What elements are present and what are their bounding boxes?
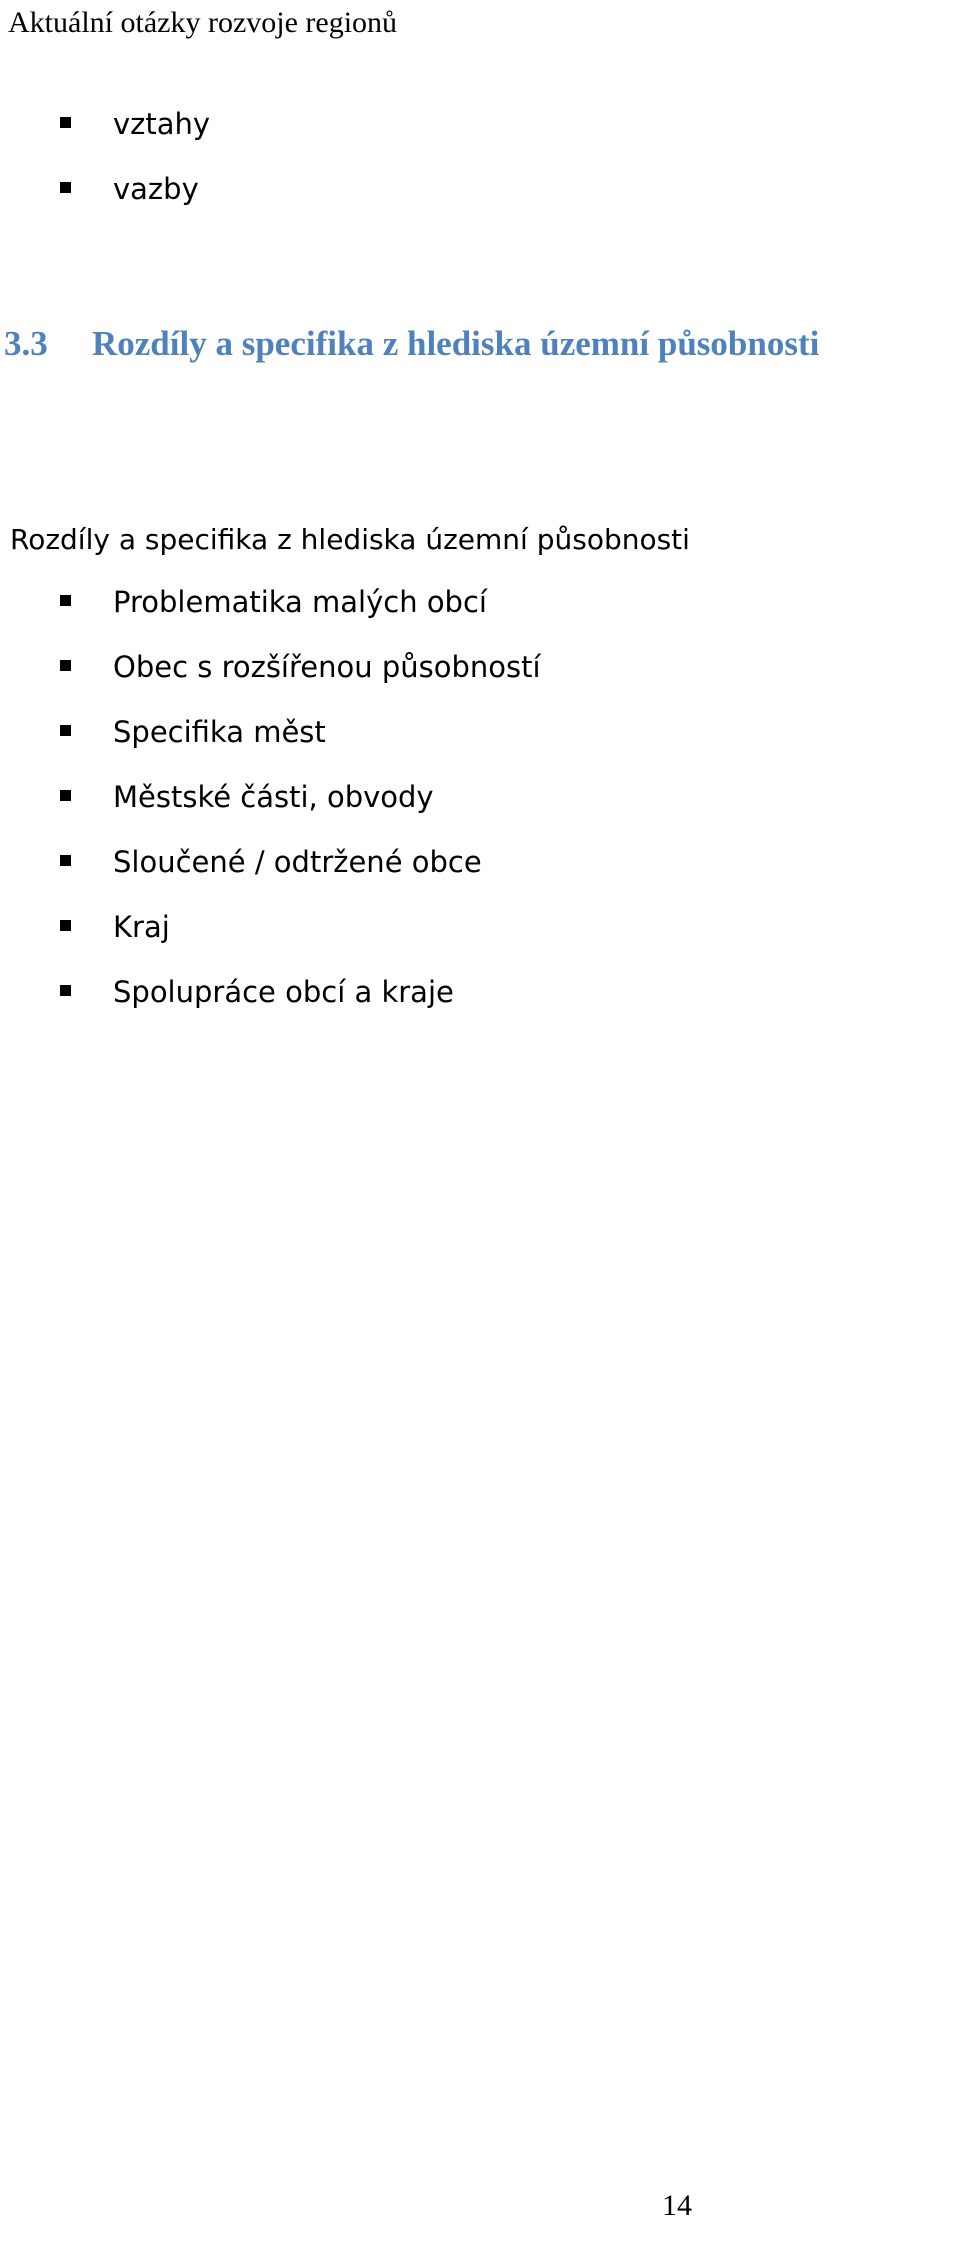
list-item-text: Sloučené / odtržené obce <box>113 845 482 879</box>
square-bullet-icon <box>60 855 71 866</box>
section-number: 3.3 <box>4 324 48 363</box>
square-bullet-icon <box>60 595 71 606</box>
square-bullet-icon <box>60 182 71 193</box>
square-bullet-icon <box>60 725 71 736</box>
list-item-text: vztahy <box>113 107 211 141</box>
list-item-text: vazby <box>113 172 199 206</box>
running-header: Aktuální otázky rozvoje regionů <box>8 6 398 39</box>
list-item-text: Spolupráce obcí a kraje <box>113 975 454 1009</box>
subheading: Rozdíly a specifika z hlediska územní působnosti <box>10 523 690 556</box>
square-bullet-icon <box>60 920 71 931</box>
square-bullet-icon <box>60 985 71 996</box>
square-bullet-icon <box>60 117 71 128</box>
square-bullet-icon <box>60 790 71 801</box>
list-item-text: Problematika malých obcí <box>113 585 487 619</box>
section-heading <box>4 320 819 368</box>
list-item-text: Obec s rozšířenou působností <box>113 650 541 684</box>
square-bullet-icon <box>60 660 71 671</box>
list-item-text: Kraj <box>113 910 170 944</box>
list-item-text: Specifika měst <box>113 715 326 749</box>
section-title: Rozdíly a specifika z hlediska územní působnosti <box>92 324 820 363</box>
list-item-text: Městské části, obvody <box>113 780 434 814</box>
page-number: 14 <box>662 2189 692 2222</box>
